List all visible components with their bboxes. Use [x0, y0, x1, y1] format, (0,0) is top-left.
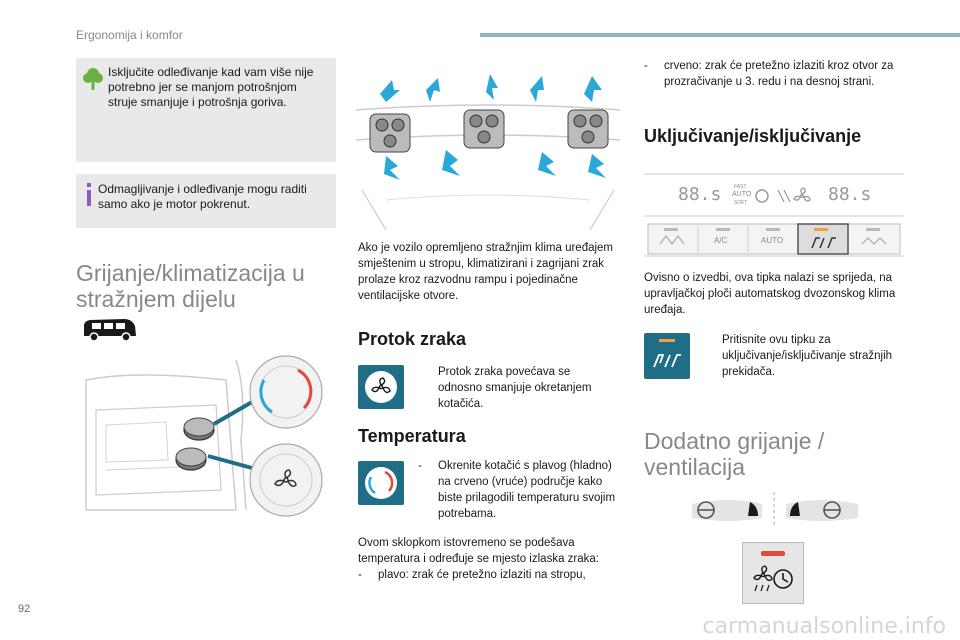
switch-text: Ovom sklopkom istovremeno se podešava temperatura i određuje se mjesto izlaska zraka: — [358, 537, 599, 565]
info-note-text: Odmagljivanje i odleđivanje mogu raditi samo ako je motor pokrenut. — [98, 182, 307, 211]
temp-readout-left: 88.s — [678, 184, 722, 205]
info-icon — [84, 183, 94, 207]
fan-icon — [361, 367, 401, 407]
van-icon — [80, 316, 138, 344]
header-bar — [480, 33, 960, 37]
press-text: Pritisnite ovu tipku za uključivanje/isključivanje stražnjih prekidača. — [722, 334, 893, 378]
airflow-text: Protok zraka povećava se odnosno smanjuje okretanjem kotačića. — [438, 366, 592, 410]
watermark: carmanualsonline.info — [702, 614, 946, 639]
ac-button: A/C — [714, 236, 728, 245]
middle-intro: Ako je vozilo opremljeno stražnjim klima uređajem smještenim u stropu, klimatizirani i zagrijani zrak prolaze kroz razvodnu rampu i pojedinačne ventilacijske otvore. — [358, 242, 614, 302]
airflow-tile — [358, 365, 404, 409]
eco-note-text: Isključite odleđivanje kad vam više nije potrebno jer se manjom potrošnjom struje smanjuje i potrošnja goriva. — [108, 65, 314, 109]
auto-small-label: AUTO — [732, 191, 752, 198]
airflow-title: Protok zraka — [358, 329, 467, 349]
temperature-text: Okrenite kotačić s plavog (hladno) na crveno (vruće) područje kako biste prilagodili temperaturu svojim potrebama. — [438, 460, 616, 520]
location-text: Ovisno o izvedbi, ova tipka nalazi se sprijeda, na upravljačkoj ploči automatskog dvozonskog klima uređaja. — [644, 272, 896, 316]
onoff-title: Uključivanje/isključivanje — [644, 126, 862, 146]
soft-label: SOFT — [734, 200, 748, 206]
press-bullet — [702, 332, 902, 380]
rear-console-illustration — [76, 350, 336, 520]
blue-bullet: - plavo: zrak će pretežno izlaziti na stropu, — [358, 567, 620, 585]
info-note — [76, 174, 336, 228]
red-bullet: - crveno: zrak će pretežno izlaziti kroz otvor za prozračivanje u 3. redu i na desnoj strani. — [644, 58, 906, 92]
eco-tree-icon — [82, 66, 104, 92]
climate-panel — [644, 170, 904, 266]
dual-dashboard-illustration — [690, 490, 860, 530]
red-text: crveno: zrak će pretežno izlaziti kroz otvor za prozračivanje u 3. redu i na desnoj strani. — [664, 60, 894, 88]
eco-note — [76, 58, 336, 162]
temperature-bullet: - Okrenite kotačić s plavog (hladno) na crveno (vruće) područje kako biste prilagodili temperaturu svojim potrebama. — [418, 458, 618, 522]
fan-timer-panel — [742, 542, 804, 604]
auto-button: AUTO — [761, 236, 784, 245]
temperature-dial-icon — [361, 463, 401, 503]
temperature-tile — [358, 461, 404, 505]
airflow-bullet — [418, 364, 614, 412]
fan-timer-icon — [743, 543, 803, 603]
page-number: 92 — [18, 603, 31, 615]
rear-heating-title: Grijanje/klimatizacija u stražnjem dijelu — [76, 260, 305, 312]
aux-heating-title: Dodatno grijanje / ventilacija — [644, 428, 825, 480]
temperature-title: Temperatura — [358, 426, 466, 446]
ceiling-vents-illustration — [356, 70, 620, 230]
blue-text: plavo: zrak će pretežno izlaziti na stropu, — [378, 569, 586, 581]
fast-label: FAST — [734, 184, 747, 190]
temp-readout-right: 88.s — [828, 184, 872, 205]
rear-climate-tile — [644, 333, 690, 379]
rear-climate-icon — [644, 333, 690, 379]
section-header: Ergonomija i komfor — [76, 28, 183, 42]
